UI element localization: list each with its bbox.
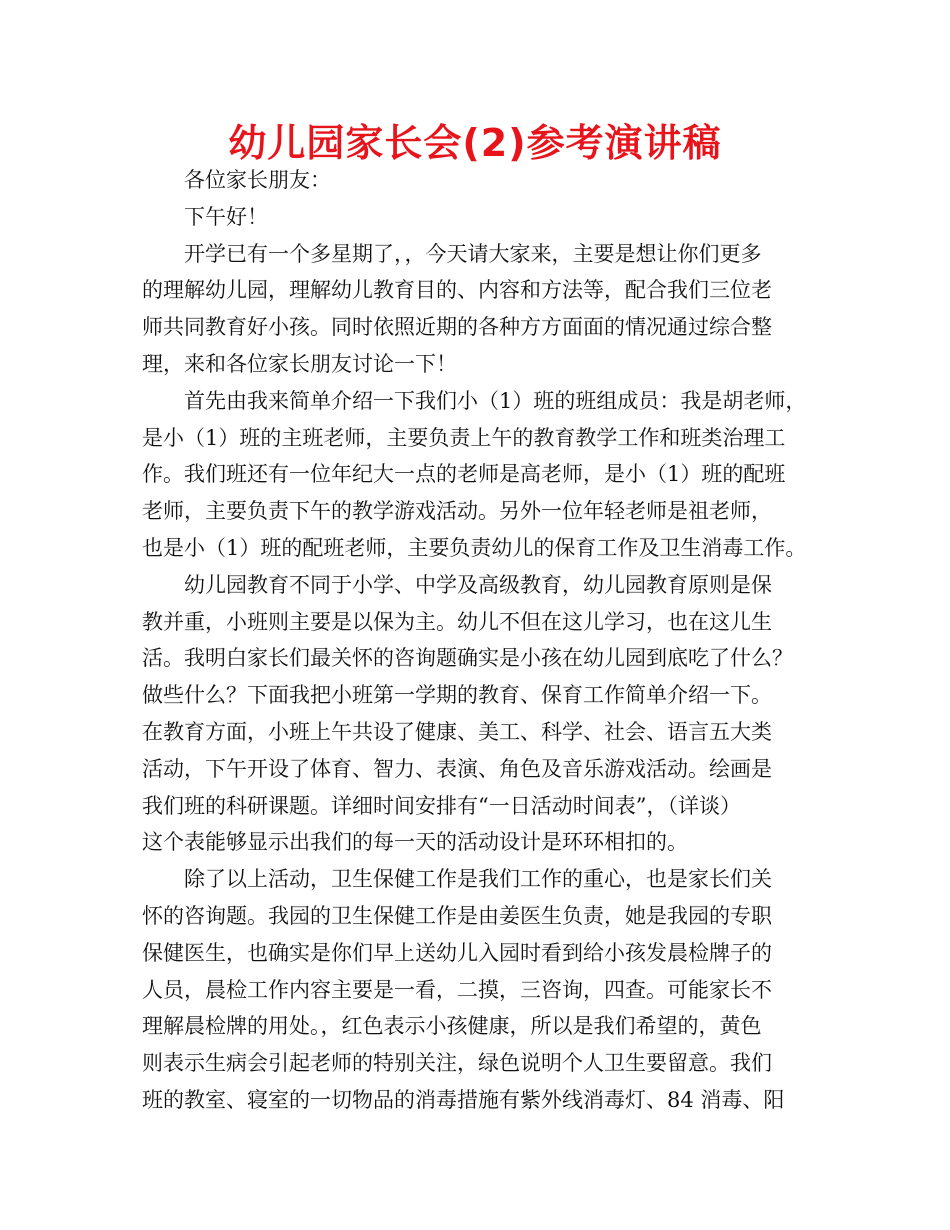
text-line: 在教育方面，小班上午共设了健康、美工、科学、社会、语言五大类 — [142, 719, 772, 744]
text-line: 活动，下午开设了体育、智力、表演、角色及音乐游戏活动。绘画是 — [142, 756, 772, 781]
text-line: 做些什么？下面我把小班第一学期的教育、保育工作简单介绍一下。 — [142, 683, 772, 708]
text-line: 首先由我来简单介绍一下我们小（1）班的班组成员：我是胡老师， — [184, 388, 807, 413]
text-line: 人员，晨检工作内容主要是一看，二摸，三咨询，四查。可能家长不 — [142, 977, 772, 1002]
text-line: 这个表能够显示出我们的每一天的活动设计是环环相扣的。 — [142, 830, 688, 855]
text-line: 班的教室、寝室的一切物品的消毒措施有紫外线消毒灯、84 消毒、阳 — [142, 1087, 785, 1112]
document-title: 幼儿园家长会(2)参考演讲稿 — [228, 121, 722, 165]
text-line: 我们班的科研课题。详细时间安排有“一日活动时间表”，（详谈） — [142, 793, 741, 818]
text-line: 幼儿园教育不同于小学、中学及高级教育，幼儿园教育原则是保 — [184, 572, 772, 597]
document-body — [142, 162, 810, 1119]
text-line: 老师，主要负责下午的教学游戏活动。另外一位年轻老师是祖老师， — [142, 499, 772, 524]
text-line: 则表示生病会引起老师的特别关注，绿色说明个人卫生要留意。我们 — [142, 1051, 772, 1076]
text-line: 作。我们班还有一位年纪大一点的老师是高老师，是小（1）班的配班 — [142, 462, 786, 487]
text-line: 教并重，小班则主要是以保为主。幼儿不但在这儿学习，也在这儿生 — [142, 609, 772, 634]
text-line: 师共同教育好小孩。同时依照近期的各种方方面面的情况通过综合整 — [142, 315, 772, 340]
text-line: 开学已有一个多星期了，，今天请大家来，主要是想让你们更多 — [184, 241, 762, 266]
text-line: 各位家长朋友： — [184, 168, 331, 192]
text-line: 下午好！ — [184, 204, 268, 229]
text-line: 活。我明白家长们最关怀的咨询题确实是小孩在幼儿园到底吃了什么？ — [142, 646, 793, 671]
text-line: 除了以上活动，卫生保健工作是我们工作的重心，也是家长们关 — [184, 867, 772, 892]
text-line: 的理解幼儿园，理解幼儿教育目的、内容和方法等，配合我们三位老 — [142, 278, 772, 303]
text-line: 怀的咨询题。我园的卫生保健工作是由姜医生负责，她是我园的专职 — [142, 903, 772, 928]
text-line: 理解晨检牌的用处。，红色表示小孩健康，所以是我们希望的，黄色 — [142, 1014, 762, 1039]
text-line: 也是小（1）班的配班老师，主要负责幼儿的保育工作及卫生消毒工作。 — [142, 535, 807, 560]
text-line: 理，来和各位家长朋友讨论一下！ — [142, 351, 457, 376]
text-line: 保健医生，也确实是你们早上送幼儿入园时看到给小孩发晨检牌子的 — [142, 940, 772, 965]
text-line: 是小（1）班的主班老师，主要负责上午的教育教学工作和班类治理工 — [142, 425, 786, 450]
